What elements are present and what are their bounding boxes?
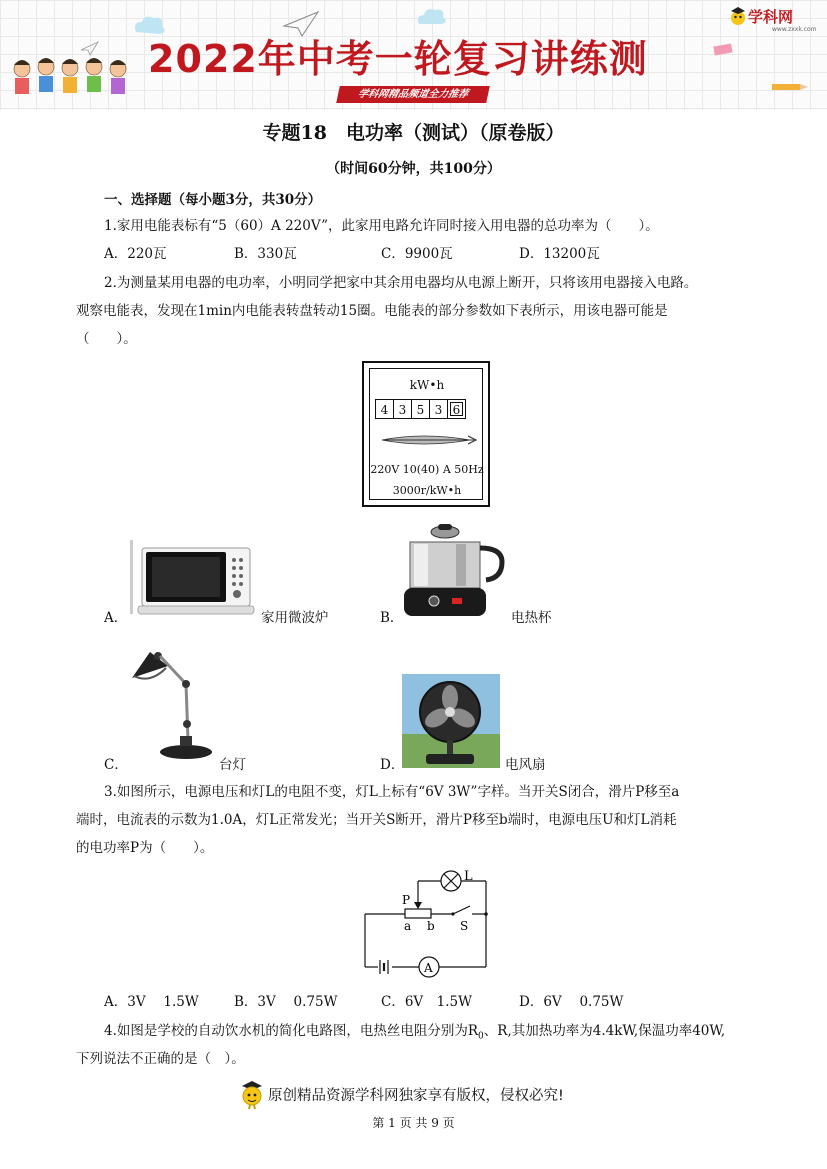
page-subtitle: （时间60分钟，共100分）: [326, 161, 501, 177]
logo-mascot-icon: [728, 6, 748, 28]
microwave-image: [128, 540, 258, 618]
logo-url: www.zxxk.com: [772, 26, 817, 33]
q3-option-c: C．6V 1.5W: [381, 994, 473, 1010]
meter-spec-revolutions: 3000r/kW•h: [392, 484, 462, 497]
question-2-line2: 观察电能表，发现在1min内电能表转盘转动15圈。电能表的部分参数如下表所示，用该电器可能是: [76, 303, 668, 319]
section-heading: 一、选择题（每小题3分，共30分）: [104, 192, 322, 208]
q2-option-d-letter: D．: [380, 757, 405, 773]
paper-plane-icon: [80, 40, 100, 56]
question-1-stem: 1.家用电能表标有“5（60）A 220V”，此家用电路允许同时接入用电器的总功率为（ ）。: [104, 218, 659, 234]
question-4-line2: 下列说法不正确的是（ ）。: [76, 1051, 245, 1067]
mascot-icon: [240, 1080, 264, 1110]
question-2-line1: 2.为测量某用电器的电功率，小明同学把家中其余用电器均从电源上断开，只将该用电器接入电路。: [104, 275, 698, 291]
q4-text-a: 4.如图是学校的自动饮水机的简化电路图，电热丝电阻分别为R: [104, 1023, 479, 1039]
q2-option-b-label: 电热杯: [511, 610, 552, 626]
circuit-label-b: b: [427, 919, 435, 933]
children-illustration: [8, 55, 138, 105]
desk-lamp-image: [128, 640, 218, 765]
logo-text: 学科网: [748, 8, 794, 26]
q2-option-d-label: 电风扇: [505, 757, 546, 773]
meter-unit: kW•h: [409, 378, 445, 392]
q4-subscript: 0: [478, 1031, 484, 1042]
q1-option-d: D．13200瓦: [519, 246, 600, 262]
circuit-label-ammeter: A: [424, 961, 433, 975]
circuit-diagram: [360, 866, 496, 980]
meter-digit-decimal: 6: [447, 399, 466, 419]
q2-option-a-label: 家用微波炉: [261, 610, 329, 626]
q3-option-b: B．3V 0.75W: [234, 994, 338, 1010]
page-title: 专题18 电功率（测试）（原卷版）: [262, 122, 565, 144]
circuit-label-lamp: L: [464, 869, 473, 884]
page-number: 第 1 页 共 9 页: [372, 1116, 455, 1130]
meter-digit: 4: [375, 399, 394, 419]
banner-title: 2022年中考一轮复习讲练测: [148, 37, 648, 81]
question-3-line2: 端时，电流表的示数为1.0A，灯L正常发光；当开关S断开，滑片P移至b端时，电源电压U和灯L消耗: [76, 812, 677, 828]
meter-disc-icon: [378, 431, 478, 449]
question-3-line3: 的电功率P为（ ）。: [76, 840, 214, 856]
question-3-line1: 3.如图所示，电源电压和灯L的电阻不变，灯L上标有“6V 3W”字样。当开关S闭合，滑片P移至a: [104, 784, 680, 800]
meter-digits: [376, 399, 466, 419]
q2-option-a-letter: A．: [104, 610, 128, 626]
q2-option-c-label: 台灯: [219, 757, 246, 773]
question-2-line3: （ ）。: [76, 331, 137, 347]
energy-meter-diagram: [362, 361, 490, 507]
q2-option-b-letter: B．: [380, 610, 404, 626]
header-banner: [0, 0, 827, 110]
meter-digit: 3: [393, 399, 412, 419]
electric-fan-image: [402, 674, 500, 768]
q4-text-b: 、R,其加热功率为4.4kW,保温功率40W,: [483, 1023, 726, 1039]
meter-digit: 3: [429, 399, 448, 419]
q1-option-b: B．330瓦: [234, 246, 297, 262]
electric-kettle-image: [400, 522, 510, 620]
cloud-icon: [415, 4, 451, 28]
circuit-label-slider: P: [402, 893, 411, 907]
q2-option-c-letter: C．: [104, 757, 128, 773]
banner-subtitle: 学科网精品频道全力推荐: [336, 86, 490, 103]
eraser-icon: [712, 42, 736, 58]
copyright-notice: 原创精品资源学科网独家享有版权，侵权必究!: [268, 1088, 564, 1104]
question-4-line1: [104, 1021, 725, 1047]
q1-option-c: C．9900瓦: [381, 246, 453, 262]
circuit-label-a: a: [404, 919, 412, 933]
meter-spec-voltage: 220V 10(40) A 50Hz: [370, 463, 484, 476]
meter-digit: 5: [411, 399, 430, 419]
q3-option-d: D．6V 0.75W: [519, 994, 624, 1010]
q3-option-a: A．3V 1.5W: [104, 994, 199, 1010]
pencil-icon: [770, 80, 810, 94]
q1-option-a: A．220瓦: [104, 246, 167, 262]
circuit-label-switch: S: [460, 919, 469, 933]
